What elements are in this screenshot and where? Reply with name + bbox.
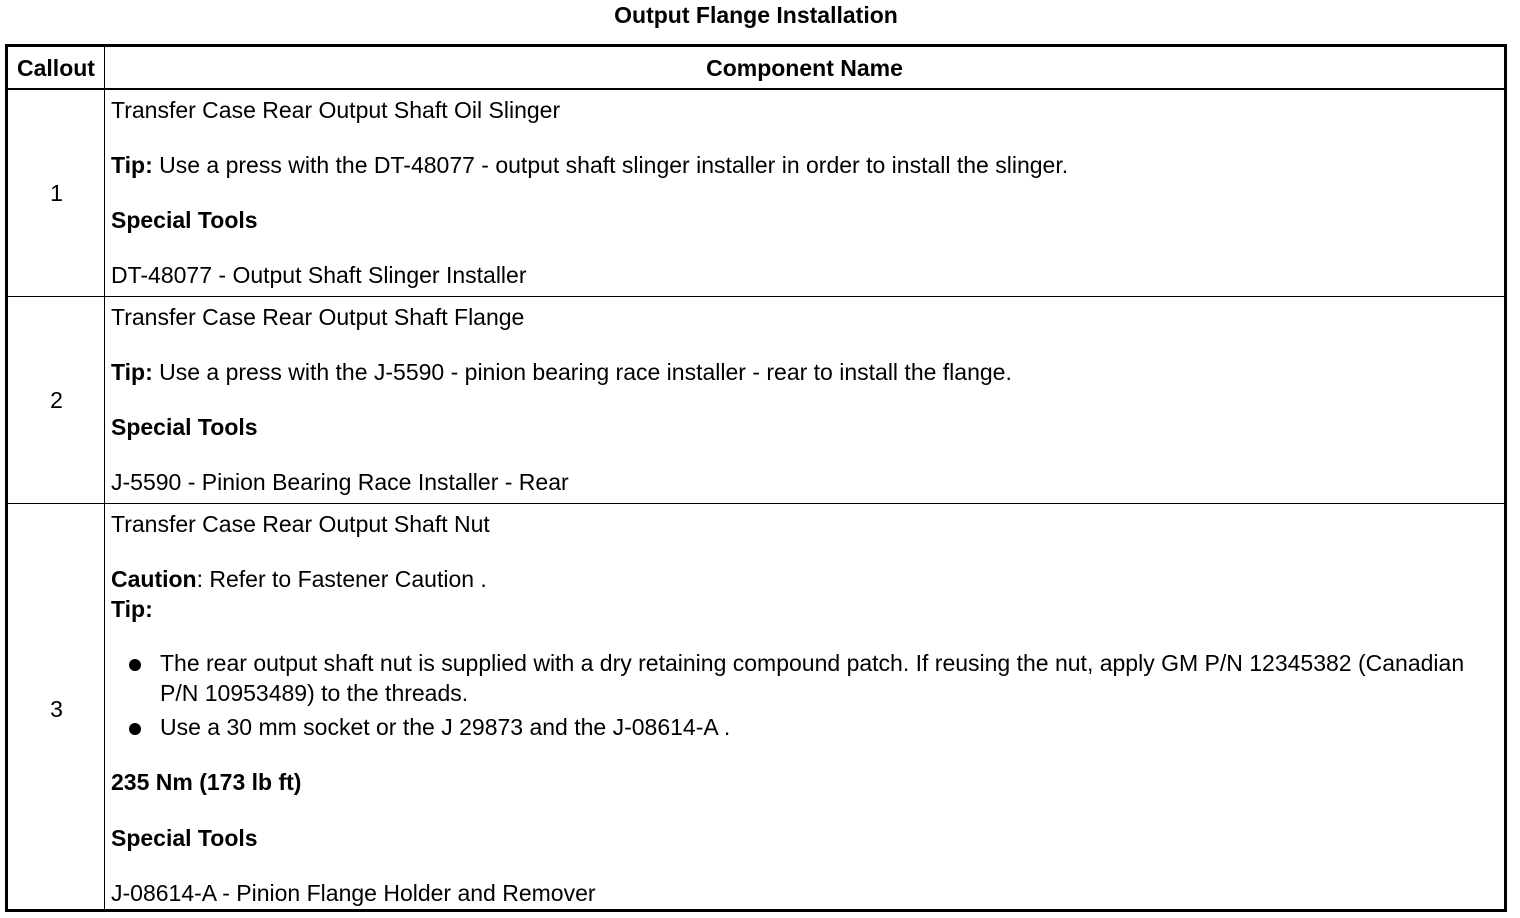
tip-line bbox=[111, 152, 1068, 178]
tip-line bbox=[111, 359, 1012, 385]
installation-table bbox=[5, 44, 1507, 912]
header-component-name: Component Name bbox=[706, 55, 903, 81]
special-tool-item: J-5590 - Pinion Bearing Race Installer - Rear bbox=[111, 469, 569, 495]
callout-number: 1 bbox=[50, 180, 63, 206]
row-divider bbox=[8, 296, 1504, 297]
page-title: Output Flange Installation bbox=[614, 2, 898, 28]
caution-text: : Refer to Fastener Caution . bbox=[196, 566, 487, 592]
special-tools-heading: Special Tools bbox=[111, 414, 258, 440]
caution-line bbox=[111, 566, 487, 592]
tip-label: Tip: bbox=[111, 152, 153, 178]
caution-label: Caution bbox=[111, 566, 197, 592]
torque-spec: 235 Nm (173 lb ft) bbox=[111, 769, 302, 795]
row-divider bbox=[8, 503, 1504, 504]
special-tools-heading: Special Tools bbox=[111, 825, 258, 851]
callout-number: 3 bbox=[50, 696, 63, 722]
row-divider bbox=[8, 88, 1504, 90]
list-item: Use a 30 mm socket or the J 29873 and the J-08614-A . bbox=[160, 714, 731, 740]
special-tool-item: DT-48077 - Output Shaft Slinger Installer bbox=[111, 262, 527, 288]
bullet-icon bbox=[129, 659, 141, 671]
tip-label: Tip: bbox=[111, 596, 153, 622]
component-name: Transfer Case Rear Output Shaft Flange bbox=[111, 304, 525, 330]
special-tool-item: J-08614-A - Pinion Flange Holder and Remover bbox=[111, 880, 596, 906]
component-name: Transfer Case Rear Output Shaft Oil Slinger bbox=[111, 97, 561, 123]
tip-text: Use a press with the bbox=[152, 152, 374, 178]
tip-tool: DT-48077 bbox=[373, 152, 475, 178]
tip-text: Use a press with the J-5590 - pinion bearing race installer - rear to install the flange. bbox=[152, 359, 1012, 385]
bullet-icon bbox=[129, 723, 141, 735]
tip-label: Tip: bbox=[111, 359, 153, 385]
component-name: Transfer Case Rear Output Shaft Nut bbox=[111, 511, 490, 537]
list-item: The rear output shaft nut is supplied with a dry retaining compound patch. If reusing the nut, apply GM P/N 12345382 (Canadian P/N 10953489) to the threads. bbox=[160, 650, 1465, 706]
column-divider bbox=[104, 89, 105, 909]
tip-text-after: - output shaft slinger installer in order to install the slinger. bbox=[474, 152, 1069, 178]
callout-number: 2 bbox=[50, 387, 63, 413]
special-tools-heading: Special Tools bbox=[111, 207, 258, 233]
header-callout: Callout bbox=[8, 47, 105, 89]
